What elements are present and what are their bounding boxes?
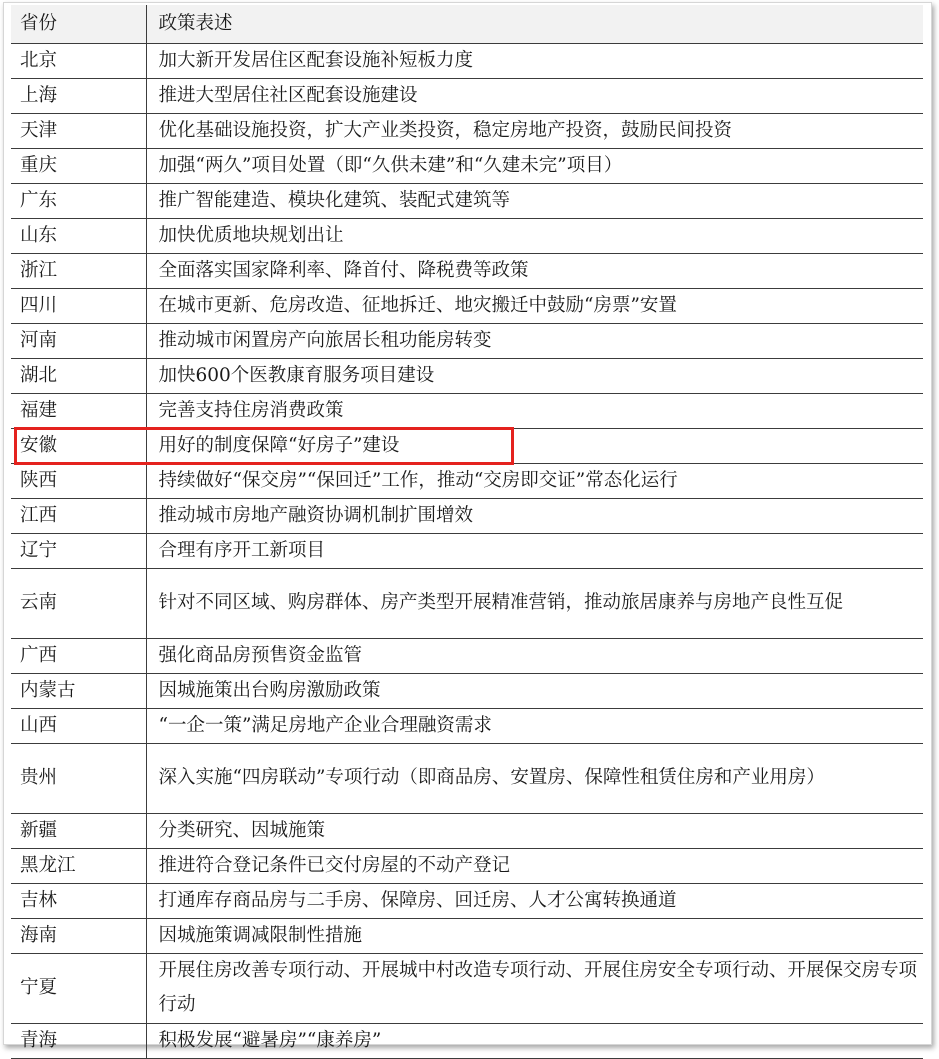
table-row [11, 498, 923, 533]
table-row [11, 323, 923, 358]
policy-cell: 加大新开发居住区配套设施补短板力度 [146, 43, 923, 78]
policy-cell: 打通库存商品房与二手房、保障房、回迁房、人才公寓转换通道 [146, 883, 923, 918]
table-row [11, 183, 923, 218]
policy-cell: 分类研究、因城施策 [146, 813, 923, 848]
table-row [11, 918, 923, 953]
policy-cell: 全面落实国家降利率、降首付、降税费等政策 [146, 253, 923, 288]
province-cell: 北京 [11, 43, 146, 78]
province-cell: 四川 [11, 288, 146, 323]
province-cell: 云南 [11, 568, 146, 638]
province-cell: 天津 [11, 113, 146, 148]
policy-cell: 积极发展“避暑房”“康养房” [146, 1023, 923, 1058]
table-row [11, 848, 923, 883]
province-cell: 浙江 [11, 253, 146, 288]
province-cell: 陕西 [11, 463, 146, 498]
table-row [11, 813, 923, 848]
table-row [11, 533, 923, 568]
province-cell: 吉林 [11, 883, 146, 918]
policy-cell: 推动城市房地产融资协调机制扩围增效 [146, 498, 923, 533]
table-row [11, 428, 923, 463]
province-cell: 海南 [11, 918, 146, 953]
table-row [11, 43, 923, 78]
table-row [11, 78, 923, 113]
province-cell: 新疆 [11, 813, 146, 848]
table-row [11, 743, 923, 813]
province-cell: 内蒙古 [11, 673, 146, 708]
table-header-row [11, 5, 923, 43]
header-province: 省份 [11, 5, 146, 43]
policy-cell: “一企一策”满足房地产企业合理融资需求 [146, 708, 923, 743]
table-row [11, 253, 923, 288]
province-cell: 江西 [11, 498, 146, 533]
policy-cell: 加强“两久”项目处置（即“久供未建”和“久建未完”项目） [146, 148, 923, 183]
policy-cell: 因城施策出台购房激励政策 [146, 673, 923, 708]
policy-cell: 用好的制度保障“好房子”建设 [146, 428, 923, 463]
policy-cell: 完善支持住房消费政策 [146, 393, 923, 428]
province-cell: 安徽 [11, 428, 146, 463]
policy-cell: 推广智能建造、模块化建筑、装配式建筑等 [146, 183, 923, 218]
table-row [11, 638, 923, 673]
policy-table [11, 5, 923, 1059]
province-cell: 重庆 [11, 148, 146, 183]
policy-cell: 优化基础设施投资，扩大产业类投资，稳定房地产投资，鼓励民间投资 [146, 113, 923, 148]
policy-cell: 深入实施“四房联动”专项行动（即商品房、安置房、保障性租赁住房和产业用房） [146, 743, 923, 813]
policy-cell: 强化商品房预售资金监管 [146, 638, 923, 673]
table-row [11, 568, 923, 638]
policy-cell: 推进符合登记条件已交付房屋的不动产登记 [146, 848, 923, 883]
table-row [11, 1023, 923, 1058]
province-cell: 广东 [11, 183, 146, 218]
province-cell: 贵州 [11, 743, 146, 813]
province-cell: 青海 [11, 1023, 146, 1058]
province-cell: 黑龙江 [11, 848, 146, 883]
policy-cell: 持续做好“保交房”“保回迁”工作，推动“交房即交证”常态化运行 [146, 463, 923, 498]
table-row [11, 953, 923, 1023]
province-cell: 山东 [11, 218, 146, 253]
province-cell: 辽宁 [11, 533, 146, 568]
table-row [11, 463, 923, 498]
policy-cell: 合理有序开工新项目 [146, 533, 923, 568]
table-row [11, 218, 923, 253]
table-row [11, 358, 923, 393]
policy-cell: 因城施策调减限制性措施 [146, 918, 923, 953]
table-row [11, 148, 923, 183]
province-cell: 山西 [11, 708, 146, 743]
policy-cell: 开展住房改善专项行动、开展城中村改造专项行动、开展住房安全专项行动、开展保交房专项行动 [146, 953, 923, 1023]
table-row [11, 883, 923, 918]
table-row [11, 708, 923, 743]
policy-cell: 针对不同区域、购房群体、房产类型开展精准营销，推动旅居康养与房地产良性互促 [146, 568, 923, 638]
policy-cell: 加快600个医教康育服务项目建设 [146, 358, 923, 393]
table-row [11, 393, 923, 428]
document-frame [3, 2, 932, 1051]
province-cell: 湖北 [11, 358, 146, 393]
province-cell: 广西 [11, 638, 146, 673]
province-cell: 福建 [11, 393, 146, 428]
table-row [11, 673, 923, 708]
header-policy: 政策表述 [146, 5, 923, 43]
policy-cell: 加快优质地块规划出让 [146, 218, 923, 253]
province-cell: 宁夏 [11, 953, 146, 1023]
policy-cell: 在城市更新、危房改造、征地拆迁、地灾搬迁中鼓励“房票”安置 [146, 288, 923, 323]
province-cell: 上海 [11, 78, 146, 113]
policy-cell: 推进大型居住社区配套设施建设 [146, 78, 923, 113]
table-row [11, 113, 923, 148]
province-cell: 河南 [11, 323, 146, 358]
table-body [11, 43, 923, 1058]
policy-cell: 推动城市闲置房产向旅居长租功能房转变 [146, 323, 923, 358]
table-row [11, 288, 923, 323]
